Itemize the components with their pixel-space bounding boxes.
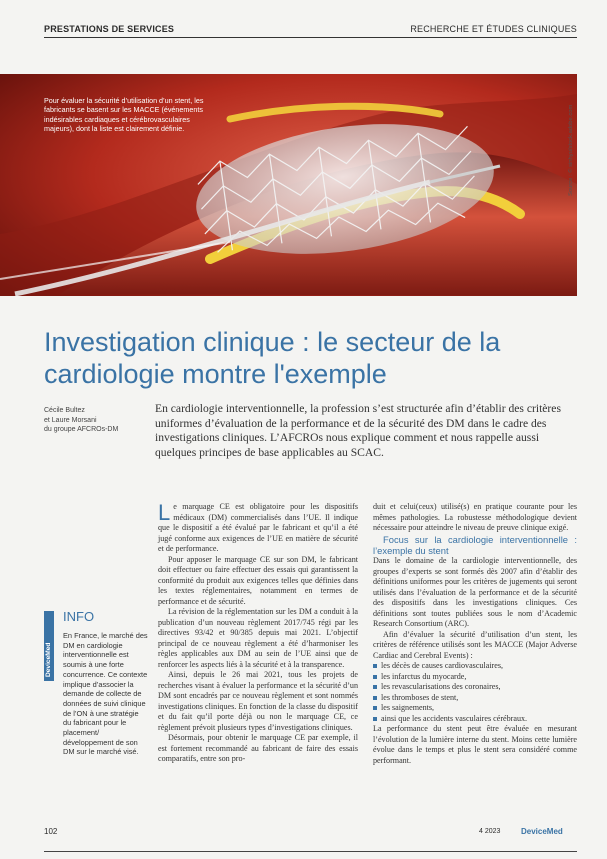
body-paragraph: Pour apposer le marquage CE sur son DM, le fabricant doit effectuer ou faire effectuer des essais qui garantissent la conformité du produit aux exigences telles que définies dans les textes réglementaires, notamment en termes de performance et de sécurité. [158,554,358,606]
body-column-1 [158,502,358,765]
body-paragraph: Afin d’évaluer la sécurité d’utilisation d’un stent, les critères de référence utilisés sont les MACCE (Major Adverse Cardiac and Cerebral Events) : [373,629,577,660]
info-box-tab [44,611,54,681]
body-paragraph: La révision de la réglementation sur les DM a conduit à la publication d’un nouveau règlement 2017/745 régi par les directives 93/42 et 90/385 depuis mai 2021. L’objectif principal de ce nouveau règlement a été d’harmoniser les règles applicables aux DM au sein de l’UE ainsi que de renforcer les aspects liés à la sécurité et à la transparence. [158,607,358,669]
image-caption: Pour évaluer la sécurité d’utilisation d’un stent, les fabricants se basent sur les MACCE (événements indésirables cardiaques et cérébrovasculaires majeurs), dont la liste est clairement définie. [44,96,204,133]
body-paragraph: duit et celui(ceux) utilisé(s) en pratique courante pour les mêmes pathologies. La robustesse méthodologique devient nécessaire pour atteindre le niveau de preuve clinique exigé. [373,502,577,532]
subheading: Focus sur la cardiologie interventionnelle : l’exemple du stent [373,533,577,556]
author-line: et Laure Morsani [44,416,97,424]
list-item: les décès de causes cardiovasculaires, [373,661,577,672]
paragraph-text: e marquage CE est obligatoire pour les dispositifs médicaux (DM) commercialisés dans l’UE. Il indique que le dispositif a été évalué par le fabricant et qu’il a été jugé conforme aux exigences de l’UE en matière de sécurité et de performance. [158,502,358,553]
list-item: ainsi que les accidents vasculaires cérébraux. [373,714,577,725]
info-box-title: INFO [63,609,95,624]
footer-rule [44,851,577,852]
list-item: les thromboses de stent, [373,693,577,704]
magazine-brand: DeviceMed [521,827,563,836]
image-credit: Source : © sinhyu/stock.adobe.com [568,104,574,196]
page-header [0,0,607,74]
author-line: du groupe AFCROs-DM [44,426,119,434]
body-paragraph: La performance du stent peut être évaluée en mesurant l’évolution de la lumière interne du stent. Moins cette lumière évolue dans le temps et plus le stent sera considéré comme performant. [373,724,577,765]
section-label: PRESTATIONS DE SERVICES [44,24,175,34]
body-paragraph: Désormais, pour obtenir le marquage CE par exemple, il est fortement recommandé au fabricant de faire des essais comparatifs, entre son pro- [158,733,358,763]
body-paragraph: Dans le domaine de la cardiologie interventionnelle, des groupes d’experts se sont formés dès 2007 afin d’établir des définitions uniformes pour les critères de jugements qui seront utilisés dans l’évaluation de la performance et de la sécurité des dispositifs dans les investigations cliniques. Ces définitions sont toutes publiées sous le nom d’Academic Research Consortium (ARC). [373,556,577,629]
body-column-2 [373,502,577,766]
drop-cap: L [158,500,171,525]
issue-number: 4 2023 [479,828,501,835]
info-box-paragraph: En France, le marché des DM en cardiologie interventionnelle est soumis à une forte concurrence. Ce contexte implique d’associer la demande de collecte de données de suivi clinique de l’ON à une stratégie du fabricant pour le placement/ développement de son DM sur le marché visé. [63,631,148,757]
article-title: Investigation clinique : le secteur de la cardiologie montre l'exemple [44,327,501,389]
list-item: les saignements, [373,703,577,714]
info-box-text [63,631,148,757]
article-lead: En cardiologie interventionnelle, la profession s’est structurée afin d’établir des critères uniformes d’évaluation de la performance et de la sécurité des DM dans le cadre des investigations cliniques. L’AFCROs nous explique comment et nous rappelle aussi quelques principes de base applicables au SCAC. [155,402,561,460]
macce-list [373,661,577,724]
hero-illustration [0,74,577,296]
page-number: 102 [44,827,58,836]
body-paragraph: Ainsi, depuis le 26 mai 2021, tous les projets de recherches visant à évaluer la performance et la sécurité d’un DM sont encadrés par ce nouveau règlement et sont nommés investigations cliniques. En fonction de la classe du dispositif et du fait qu’il porte déjà ou non le marquage CE, ce règlement prévoit plusieurs types d’investigations cliniques. [158,670,358,732]
header-rule [44,37,577,38]
rubric-label: RECHERCHE ET ÉTUDES CLINIQUES [410,24,577,34]
list-item: les infarctus du myocarde, [373,672,577,683]
body-paragraph [158,502,358,555]
info-box-tab-label: DeviceMed [45,642,52,677]
article-authors [44,406,144,435]
author-line: Cécile Bultez [44,407,85,414]
list-item: les revascularisations des coronaires, [373,682,577,693]
